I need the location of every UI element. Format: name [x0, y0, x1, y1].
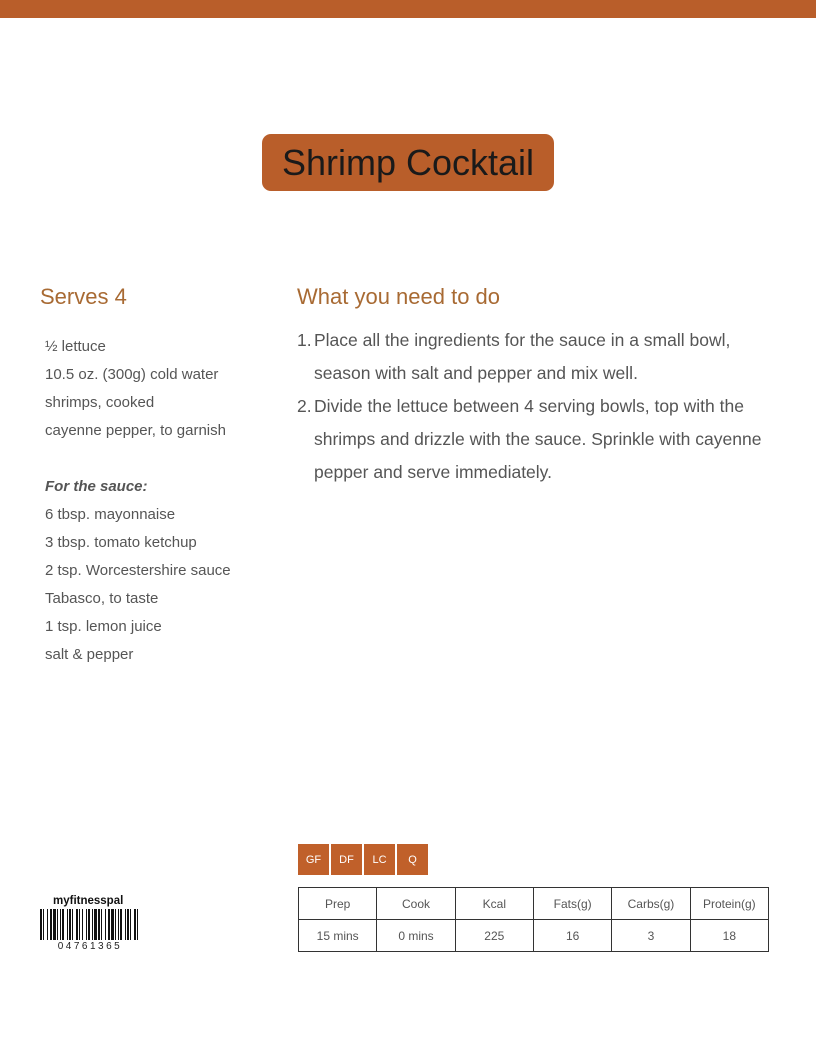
barcode-bar — [79, 909, 80, 940]
barcode-bar — [137, 909, 138, 940]
barcode-bar — [72, 909, 73, 940]
barcode-bar — [67, 909, 68, 940]
barcode-bar — [53, 909, 56, 940]
barcode-bar — [98, 909, 100, 940]
barcode-bar — [111, 909, 114, 940]
barcode-bar — [43, 909, 44, 940]
header-cook: Cook — [377, 888, 455, 920]
value-fats: 16 — [533, 920, 611, 952]
sauce-ingredient-item: 2 tsp. Worcestershire sauce — [45, 562, 231, 579]
barcode-bar — [105, 909, 106, 940]
recipe-title-banner — [262, 134, 554, 191]
sauce-ingredient-item: salt & pepper — [45, 646, 134, 663]
brand-name: myfitnesspal — [53, 895, 124, 907]
barcode-bar — [101, 909, 102, 940]
top-accent-bar — [0, 0, 816, 18]
barcode-bar — [125, 909, 126, 940]
barcode-bar — [57, 909, 58, 940]
barcode-bar — [50, 909, 52, 940]
step-text: Place all the ingredients for the sauce in a small bowl, season with salt and pepper and mix well. — [314, 330, 731, 383]
barcode-bar — [134, 909, 136, 940]
sauce-ingredient-item: 3 tbsp. tomato ketchup — [45, 534, 197, 551]
value-cook: 0 mins — [377, 920, 455, 952]
nutrition-value-row — [299, 920, 769, 952]
step-number: 2. — [297, 396, 312, 416]
barcode-bar — [108, 909, 110, 940]
barcode-bar — [69, 909, 71, 940]
header-fats: Fats(g) — [533, 888, 611, 920]
barcode-bar — [127, 909, 129, 940]
barcode-bar — [86, 909, 87, 940]
barcode-bar — [118, 909, 119, 940]
tag-dairy-free: DF — [331, 844, 362, 875]
barcode-bar — [94, 909, 97, 940]
nutrition-table — [298, 887, 769, 952]
barcode-number: 04761365 — [57, 941, 123, 952]
barcode-bar — [88, 909, 90, 940]
serves-heading: Serves 4 — [40, 284, 127, 309]
tag-quick: Q — [397, 844, 428, 875]
step-item — [297, 324, 782, 390]
barcode-bar — [82, 909, 83, 940]
ingredient-spacer — [45, 445, 285, 473]
barcode-bar — [60, 909, 61, 940]
ingredient-item: ½ lettuce — [45, 338, 106, 355]
sauce-ingredient-item: Tabasco, to taste — [45, 590, 159, 607]
barcode-icon — [40, 909, 140, 940]
sauce-heading: For the sauce: — [45, 478, 148, 495]
barcode-bar — [62, 909, 64, 940]
barcode-bar — [115, 909, 116, 940]
step-text: Divide the lettuce between 4 serving bowls, top with the shrimps and drizzle with the sauce. Sprinkle with cayenne pepper and serve immediately. — [314, 396, 762, 482]
sauce-ingredient-item: 1 tsp. lemon juice — [45, 618, 162, 635]
sauce-ingredient-item: 6 tbsp. mayonnaise — [45, 506, 176, 523]
ingredient-item: 10.5 oz. (300g) cold water — [45, 366, 219, 383]
ingredients-list — [45, 333, 285, 669]
header-carbs: Carbs(g) — [612, 888, 690, 920]
steps-list — [297, 324, 782, 489]
step-number: 1. — [297, 330, 312, 350]
step-item — [297, 390, 782, 489]
value-protein: 18 — [690, 920, 768, 952]
barcode-bar — [76, 909, 78, 940]
header-protein: Protein(g) — [690, 888, 768, 920]
barcode-bar — [120, 909, 122, 940]
ingredient-item: cayenne pepper, to garnish — [45, 422, 226, 439]
barcode-bar — [130, 909, 131, 940]
ingredient-item: shrimps, cooked — [45, 394, 155, 411]
barcode-bar — [40, 909, 42, 940]
value-prep: 15 mins — [299, 920, 377, 952]
tag-low-carb: LC — [364, 844, 395, 875]
diet-tags — [298, 844, 430, 875]
header-kcal: Kcal — [455, 888, 533, 920]
value-carbs: 3 — [612, 920, 690, 952]
value-kcal: 225 — [455, 920, 533, 952]
nutrition-header-row — [299, 888, 769, 920]
barcode-bar — [92, 909, 93, 940]
header-prep: Prep — [299, 888, 377, 920]
recipe-title: Shrimp Cocktail — [281, 141, 535, 183]
barcode-bar — [47, 909, 48, 940]
steps-heading: What you need to do — [297, 284, 501, 309]
tag-gluten-free: GF — [298, 844, 329, 875]
